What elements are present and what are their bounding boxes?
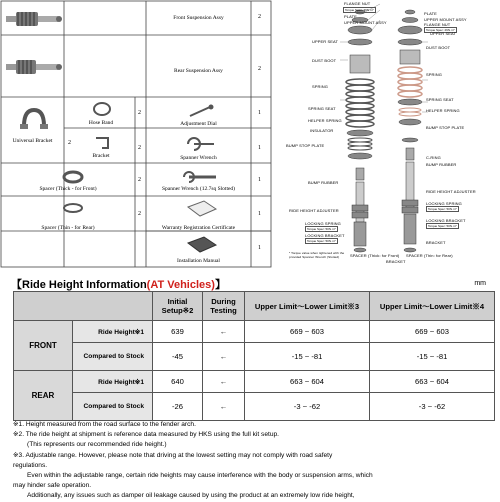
header-upper4: Upper Limit～Lower Limit※4	[370, 292, 495, 321]
label-helper-spring: HELPER SPRING	[308, 118, 342, 123]
cell-during: ←	[203, 343, 245, 371]
part-qty: 2	[258, 66, 261, 72]
cell-upper3: 669 ~ 603	[245, 321, 370, 343]
cell-initial: -26	[153, 393, 203, 421]
label-bump-rubber-right: BUMP RUBBER	[426, 162, 457, 167]
label-locking-bracket-right-torque: Torque Spec: 50N·m*	[428, 224, 457, 228]
cell-upper4: -3 ~ -62	[370, 393, 495, 421]
label-spring: SPRING	[312, 84, 328, 89]
label-locking-bracket-right: LOCKING BRACKET	[426, 218, 466, 223]
ride-height-title-suffix: 】	[214, 279, 226, 291]
front-suspension-icon	[4, 4, 62, 32]
label-upper-mount-assy: UPPER MOUNT ASSY	[344, 20, 387, 25]
part-name: Spacer (Thin - for Rear)	[41, 225, 95, 231]
part-qty: 1	[258, 110, 261, 116]
cell-during: ←	[203, 393, 245, 421]
footnote: may hinder safe operation.	[13, 482, 92, 490]
label-ride-height-adjuster: RIDE HEIGHT ADJUSTER	[289, 208, 339, 213]
adjustment-dial-icon	[188, 104, 216, 118]
part-name: Spanner Wrench (12.7sq Slotted)	[162, 186, 235, 192]
label-upper-seat-right: UPPER SEAT	[430, 31, 457, 36]
label-bump-stop-plate-right: BUMP STOP PLATE	[426, 125, 465, 130]
label-spring-seat: SPRING SEAT	[308, 106, 336, 111]
part-name: Warranty Registration Certificate	[161, 225, 236, 231]
ride-height-title-prefix: 【Ride Height Information	[11, 279, 147, 291]
part-qty: 1	[258, 145, 261, 151]
label-helper-spring-right: HELPER SPRING	[426, 108, 460, 113]
spanner-wrench-icon	[184, 136, 216, 152]
footnote: ※1. Height measured from the road surface to the fender arch.	[13, 421, 196, 428]
footnote: Additionally, any issues such as damper oil leakage caused by using the product at an extremely low ride height,	[27, 492, 355, 500]
header-upper3: Upper Limit～Lower Limit※3	[245, 292, 370, 321]
table-row	[14, 343, 495, 371]
cell-initial: 640	[153, 371, 203, 393]
label-flange-nut-torque: Torque Spec: 39N·m*	[345, 8, 374, 12]
label-bump-rubber: BUMP RUBBER	[308, 180, 339, 185]
part-qty: 2	[138, 177, 141, 183]
label-flange-nut-right-torque: Torque Spec: 29N·m*	[426, 28, 455, 32]
table-row	[14, 321, 495, 343]
part-name: Rear Suspension Assy	[174, 68, 223, 74]
manual-icon	[186, 235, 218, 255]
table-row	[14, 371, 495, 393]
row-label: Compared to Stock	[73, 343, 153, 371]
part-qty: 2	[68, 140, 71, 146]
label-ride-height-adjuster-right: RIDE HEIGHT ADJUSTER	[426, 189, 476, 194]
part-qty: 2	[138, 110, 141, 116]
part-qty: 2	[138, 145, 141, 151]
cell-during: ←	[203, 321, 245, 343]
label-locking-bracket: LOCKING BRACKET	[305, 233, 345, 238]
label-locking-spring-right: LOCKING SPRING	[426, 201, 462, 206]
header-during: During Testing	[203, 292, 245, 321]
table-row	[14, 393, 495, 421]
label-bracket: BRACKET	[386, 259, 406, 264]
label-spring-seat-right: SPRING SEAT	[426, 97, 454, 102]
label-c-ring: C-RING	[426, 155, 441, 160]
group-rear: REAR	[14, 371, 73, 421]
cell-upper4: 663 ~ 604	[370, 371, 495, 393]
footnote: (This represents our recommended ride height.)	[27, 441, 167, 449]
label-insulator: INSULATOR	[310, 128, 334, 133]
part-name: Hose Band	[88, 120, 114, 126]
label-locking-bracket-torque: Torque Spec: 50N·m*	[307, 239, 336, 243]
footnote: ※3. Adjustable range. However, please note that driving at the lowest setting may not comply with road safety	[13, 451, 333, 459]
label-upper-mount-assy-right: UPPER MOUNT ASSY	[424, 17, 467, 22]
cell-upper3: -15 ~ -81	[245, 343, 370, 371]
group-front: FRONT	[14, 321, 73, 371]
part-name: Spanner Wrench	[180, 155, 217, 161]
label-spring-right: SPRING	[426, 72, 442, 77]
cell-upper4: -15 ~ -81	[370, 343, 495, 371]
cell-upper3: -3 ~ -62	[245, 393, 370, 421]
spanner-slotted-icon	[180, 170, 220, 184]
part-name: Installation Manual	[177, 258, 220, 264]
bracket-icon	[94, 136, 112, 150]
footnote: ※2. The ride height at shipment is reference data measured by HKS using the full kit setup.	[13, 431, 280, 439]
label-upper-seat: UPPER SEAT	[312, 39, 339, 44]
label-flange-nut: FLANGE NUT	[344, 1, 371, 6]
label-plate-right: PLATE	[424, 11, 437, 16]
hose-band-icon	[92, 101, 112, 117]
rear-suspension-icon	[4, 50, 62, 84]
label-bracket-right: BRACKET	[426, 240, 446, 245]
header-initial: Initial Setup※2	[153, 292, 203, 321]
ride-height-title	[11, 276, 226, 292]
cell-initial: -45	[153, 343, 203, 371]
part-qty: 1	[258, 211, 261, 217]
part-qty: 1	[258, 245, 261, 251]
footnote: Even within the adjustable range, certain ride heights may cause interference with the body or suspension arms, which	[27, 472, 373, 480]
footnote: regulations.	[13, 461, 48, 469]
part-name: Adjustment Dial	[180, 121, 217, 127]
label-dust-boot-right: DUST BOOT	[426, 45, 451, 50]
cell-during: ←	[203, 371, 245, 393]
row-label: Compared to Stock	[73, 393, 153, 421]
label-bump-stop-plate: BUMP STOP PLATE	[286, 143, 325, 148]
label-plate: PLATE	[344, 14, 357, 19]
unit-label: mm	[474, 280, 486, 287]
row-label: Ride Height※1	[73, 371, 153, 393]
label-spacer-front: SPACER (Thick: for Front)	[350, 253, 400, 258]
part-qty: 2	[258, 14, 261, 20]
label-locking-spring: LOCKING SPRING	[305, 221, 341, 226]
label-locking-spring-torque: Torque Spec: 50N·m*	[307, 227, 336, 231]
part-qty: 1	[258, 177, 261, 183]
universal-bracket-icon	[18, 104, 50, 134]
ride-height-table	[13, 291, 495, 421]
part-qty: 2	[138, 211, 141, 217]
certificate-icon	[186, 199, 218, 219]
label-locking-spring-right-torque: Torque Spec: 50N·m*	[428, 207, 457, 211]
spacer-thick-icon	[62, 170, 84, 184]
part-name: Spacer (Thick - for Front)	[39, 186, 97, 192]
cell-upper3: 663 ~ 604	[245, 371, 370, 393]
row-label: Ride Height※1	[73, 321, 153, 343]
label-torque-note: * Torque value when tightened with the provided Spanner Wrench (Slotted)	[289, 251, 345, 259]
cell-upper4: 669 ~ 603	[370, 321, 495, 343]
cell-initial: 639	[153, 321, 203, 343]
part-name: Universal Bracket	[12, 138, 53, 144]
label-spacer-rear: SPACER (Thin: for Rear)	[406, 253, 453, 258]
footnotes	[13, 420, 493, 502]
part-name: Front Suspension Assy	[173, 15, 224, 21]
part-name: Bracket	[92, 153, 110, 159]
label-dust-boot: DUST BOOT	[312, 58, 337, 63]
ride-height-title-vehicle: (AT Vehicles)	[146, 279, 215, 291]
label-flange-nut-right: FLANGE NUT	[424, 22, 451, 27]
spacer-thin-icon	[62, 202, 84, 214]
header-blank	[14, 292, 153, 321]
